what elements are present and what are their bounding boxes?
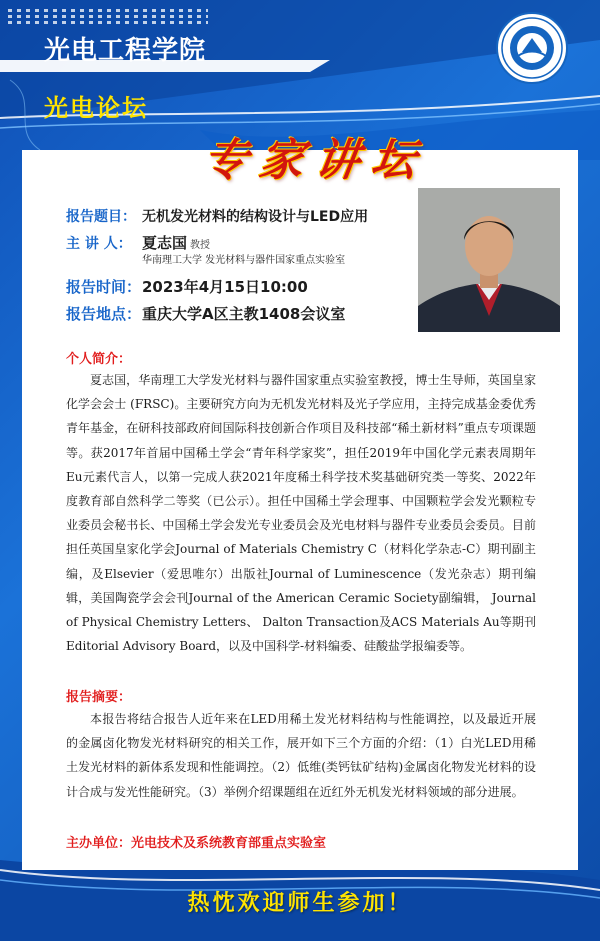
organizer-text: 主办单位：光电技术及系统教育部重点实验室 <box>66 836 327 851</box>
poster-title: 专家讲坛 <box>199 135 431 186</box>
speaker-name: 夏志国 <box>142 234 188 252</box>
place-value: 重庆大学A区主教1408会议室 <box>142 305 346 323</box>
welcome-banner: 热忱欢迎师生参加！ <box>187 891 413 916</box>
place-row <box>66 303 345 324</box>
topic-value: 无机发光材料的结构设计与LED应用 <box>142 209 369 225</box>
speaker-affiliation: 华南理工大学 发光材料与器件国家重点实验室 <box>142 255 346 266</box>
abstract-text: 本报告将结合报告人近年来在LED用稀土发光材料结构与性能调控，以及最近开展的金属卤化物发光材料研究的相关工作，展开如下三个方面的介绍：（1）白光LED用稀土发光材料的新体系发现和性能调控。（2）低维(类钙钛矿结构)金属卤化物发光材料的设计合成与发光性能研究。（3）举例介绍课题组在近红外无机发光材料领域的部分进展。 <box>66 712 536 799</box>
abstract-heading: 报告摘要： <box>66 690 132 705</box>
school-name: 光电工程学院 <box>44 36 207 66</box>
topic-row <box>66 206 368 226</box>
forum-name: 光电论坛 <box>44 93 148 122</box>
speaker-title: 教授 <box>190 240 211 251</box>
place-label: 报告地点： <box>66 305 142 323</box>
topic-label: 报告题目： <box>66 209 136 225</box>
speaker-label: 主 讲 人： <box>66 236 132 252</box>
speaker-photo <box>418 188 560 332</box>
bio-heading: 个人简介： <box>66 352 132 367</box>
decorative-dot-lines <box>8 6 208 30</box>
university-logo <box>496 12 568 84</box>
time-label: 报告时间： <box>66 278 142 296</box>
time-row <box>66 276 308 297</box>
speaker-row <box>66 232 210 253</box>
time-value: 2023年4月15日10:00 <box>142 278 308 296</box>
bio-text: 夏志国，华南理工大学发光材料与器件国家重点实验室教授，博士生导师，英国皇家化学会会士 (FRSC)。主要研究方向为无机发光材料及光子学应用，主持完成基金委优秀青年基金，在研科技部政府间国际科技创新合作项目及科技部“稀土新材料”重点专项课题等。获2017年首届中国稀土学会“青年科学家奖”，担任2019年中国化学元素表周期年Eu元素代言人，以第一完成人获2021年度稀土科学技术奖基础研究类一等奖、2022年度教育部自然科学二等奖（已公示）。担任中国稀土学会理事、中国颗粒学会发光颗粒专业委员会秘书长、中国稀土学会发光专业委员会及光电材料与器件专业委员会委员。目前担任英国皇家化学会Journal of Materials Chemistry C（材料化学杂志-C）期刊副主编，及Elsevier（爱思唯尔）出版社Journal of Luminescence（发光杂志）期刊编辑，美国陶瓷学会会刊Journal of the American Ceramic Society副编辑， Journal of Physical Chemistry Letters、 Dalton Transaction及ACS Materials Au等期刊Editorial Advisory Board，以及中国科学-材料编委、硅酸盐学报编委等。 <box>66 373 536 654</box>
